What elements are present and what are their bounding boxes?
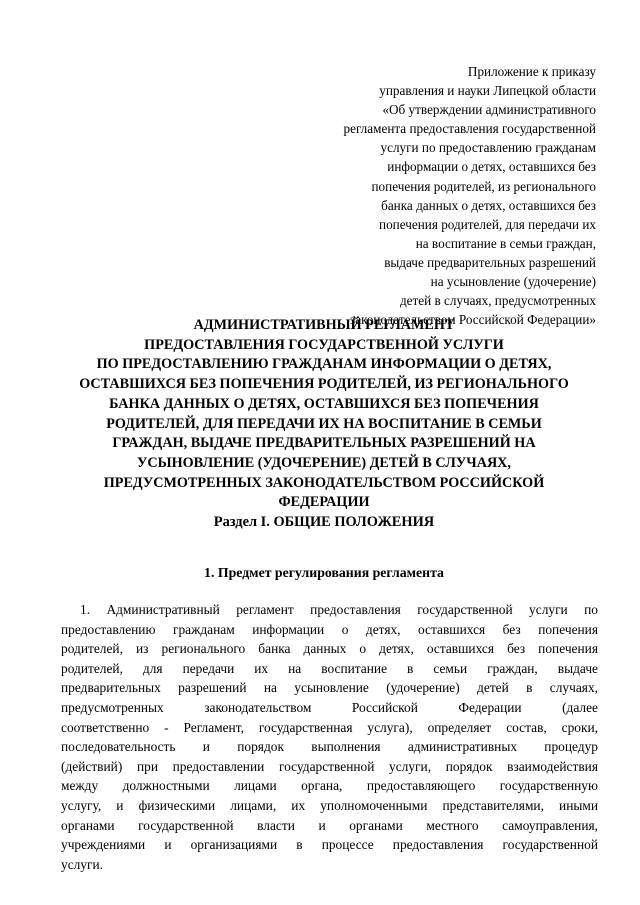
- document-title: [50, 316, 598, 513]
- paragraph-line: между должностными лицами органа, предоставляющего государственную: [61, 778, 598, 794]
- appendix-line: законодательством Российской Федерации»: [350, 312, 596, 328]
- paragraph-line: услуги.: [61, 856, 104, 872]
- paragraph-line: (действий) при предоставлении государственной услуги, порядок взаимодействия: [61, 758, 598, 774]
- title-line: УСЫНОВЛЕНИЕ (УДОЧЕРЕНИЕ) ДЕТЕЙ В СЛУЧАЯХ,: [137, 454, 511, 471]
- title-line: ПРЕДОСТАВЛЕНИЯ ГОСУДАРСТВЕННОЙ УСЛУГИ: [144, 336, 504, 353]
- paragraph-line: предварительных разрешений на усыновление (удочерение) детей в случаях,: [61, 680, 598, 696]
- paragraph-line: учреждениями и организациями в процессе предоставления государственной: [61, 837, 598, 853]
- title-line: РОДИТЕЛЕЙ, ДЛЯ ПЕРЕДАЧИ ИХ НА ВОСПИТАНИЕ В СЕМЬИ: [106, 415, 542, 432]
- appendix-line: попечения родителей, из регионального: [371, 178, 596, 194]
- title-line: ФЕДЕРАЦИИ: [278, 494, 370, 511]
- appendix-line: попечения родителей, для передачи их: [379, 216, 596, 232]
- paragraph-line: последовательность и порядок выполнения административных процедур: [61, 739, 598, 755]
- title-line: ОСТАВШИХСЯ БЕЗ ПОПЕЧЕНИЯ РОДИТЕЛЕЙ, ИЗ РЕГИОНАЛЬНОГО: [79, 376, 569, 393]
- paragraph-line: предусмотренных законодательством Российской Федерации (далее: [61, 699, 598, 715]
- paragraph-line: услугу, и физическими лицами, их уполномоченными представителями, иными: [61, 797, 598, 813]
- paragraph-line: 1. Административный регламент предоставления государственной услуги по: [80, 602, 598, 617]
- paragraph-line: соответственно - Регламент, государственная услуга), определяет состав, сроки,: [61, 719, 598, 735]
- appendix-line: управления и науки Липецкой области: [379, 83, 596, 99]
- paragraph-line: предоставлению гражданам информации о детях, оставшихся без попечения: [61, 621, 598, 637]
- appendix-line: детей в случаях, предусмотренных: [399, 293, 596, 309]
- title-line: БАНКА ДАННЫХ О ДЕТЯХ, ОСТАВШИХСЯ БЕЗ ПОПЕЧЕНИЯ: [109, 395, 539, 412]
- appendix-line: услуги по предоставлению гражданам: [380, 140, 596, 156]
- appendix-line: информации о детях, оставшихся без: [387, 159, 596, 175]
- title-line: ГРАЖДАН, ВЫДАЧЕ ПРЕДВАРИТЕЛЬНЫХ РАЗРЕШЕНИЙ НА: [112, 435, 536, 452]
- title-line: ПО ПРЕДОСТАВЛЕНИЮ ГРАЖДАНАМ ИНФОРМАЦИИ О ДЕТЯХ,: [96, 356, 552, 373]
- appendix-note: [256, 62, 596, 329]
- appendix-line: «Об утверждении административного: [382, 102, 596, 118]
- appendix-line: регламента предоставления государственной: [343, 121, 596, 137]
- body-paragraph: [61, 600, 598, 874]
- appendix-line: выдаче предварительных разрешений: [384, 254, 596, 270]
- appendix-line: на усыновление (удочерение): [430, 274, 596, 290]
- title-line: АДМИНИСТРАТИВНЫЙ РЕГЛАМЕНТ: [193, 317, 455, 333]
- paragraph-line: органами государственной власти и органами местного самоуправления,: [61, 817, 598, 833]
- appendix-line: банка данных о детях, оставшихся без: [381, 197, 596, 213]
- paragraph-line: родителей, из регионального банка данных о детях, оставшихся без попечения: [61, 641, 598, 657]
- title-line: ПРЕДУСМОТРЕННЫХ ЗАКОНОДАТЕЛЬСТВОМ РОССИЙСКОЙ: [103, 474, 545, 491]
- section-heading: Раздел I. ОБЩИЕ ПОЛОЖЕНИЯ: [213, 514, 435, 530]
- paragraph-line: родителей, для передачи их на воспитание в семьи граждан, выдаче: [61, 660, 598, 676]
- subsection-heading: 1. Предмет регулирования регламента: [204, 565, 444, 580]
- appendix-line: на воспитание в семьи граждан,: [415, 235, 596, 251]
- appendix-line: Приложение к приказу: [467, 64, 596, 79]
